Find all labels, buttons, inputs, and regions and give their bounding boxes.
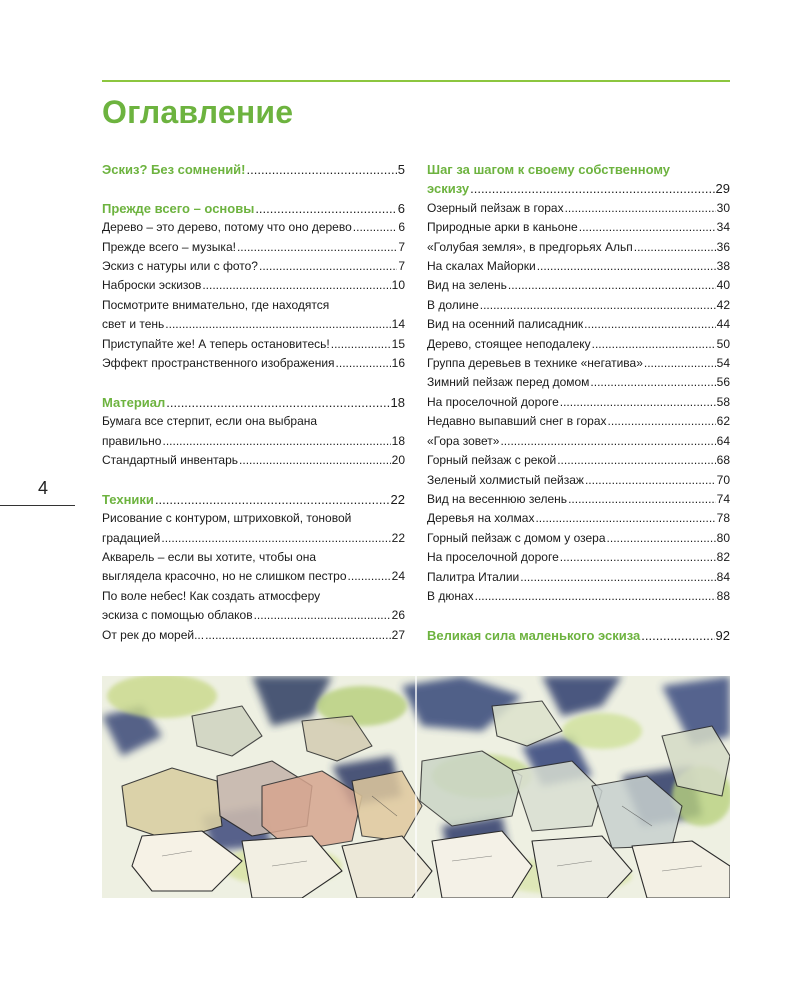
toc-entry[interactable] bbox=[427, 257, 730, 276]
toc-right-column bbox=[427, 160, 730, 645]
page-title: Оглавление bbox=[102, 94, 294, 130]
toc-spacer bbox=[102, 470, 405, 489]
toc-entry-title-line1: Посмотрите внимательно, где находятся bbox=[102, 297, 330, 312]
toc-entry[interactable] bbox=[427, 529, 730, 548]
toc-page-number: 84 bbox=[716, 569, 730, 584]
toc-entry-title: эскиза с помощью облаков bbox=[102, 608, 253, 623]
toc-leader-dots bbox=[470, 179, 714, 198]
toc-entry-title: Деревья на холмах bbox=[427, 511, 535, 526]
toc-leader-dots bbox=[259, 257, 397, 276]
toc-leader-dots bbox=[579, 218, 716, 237]
toc-entry-title: Палитра Италии bbox=[427, 569, 520, 584]
toc-leader-dots bbox=[568, 490, 716, 509]
toc-page-number: 54 bbox=[716, 356, 730, 371]
toc-entry[interactable] bbox=[102, 509, 405, 548]
toc-page-number: 7 bbox=[398, 239, 405, 254]
toc-entry[interactable] bbox=[427, 373, 730, 392]
toc-entry-title: Вид на зелень bbox=[427, 278, 507, 293]
toc-leader-dots bbox=[634, 238, 716, 257]
toc-page-number: 56 bbox=[716, 375, 730, 390]
toc-entry-title: «Гора зовет» bbox=[427, 433, 500, 448]
toc-page-number: 26 bbox=[391, 608, 405, 623]
toc-page-number: 44 bbox=[716, 317, 730, 332]
toc-leader-dots bbox=[500, 432, 715, 451]
toc-entry-title: Эскиз с натуры или с фото? bbox=[102, 259, 258, 274]
toc-leader-dots bbox=[641, 626, 714, 645]
toc-entry-title: Вид на осенний палисадник bbox=[427, 317, 584, 332]
toc-page-number: 7 bbox=[398, 259, 405, 274]
toc-entry[interactable] bbox=[102, 451, 405, 470]
toc-entry-title: Стандартный инвентарь bbox=[102, 453, 239, 468]
toc-entry-title: Наброски эскизов bbox=[102, 278, 202, 293]
toc-entry[interactable] bbox=[427, 354, 730, 373]
toc-entry-title: Озерный пейзаж в горах bbox=[427, 200, 564, 215]
toc-page-number: 5 bbox=[397, 162, 405, 177]
toc-page-number: 24 bbox=[391, 569, 405, 584]
toc-entry-title: Прежде всего – музыка! bbox=[102, 239, 236, 254]
toc-leader-dots bbox=[535, 509, 715, 528]
toc-page-number: 18 bbox=[390, 394, 405, 410]
toc-entry-title: Приступайте же! А теперь остановитесь! bbox=[102, 336, 330, 351]
toc-leader-dots bbox=[161, 529, 390, 548]
toc-entry-title: В долине bbox=[427, 297, 479, 312]
toc-entry-title: Вид на весеннюю зелень bbox=[427, 491, 568, 506]
toc-page-number: 58 bbox=[716, 394, 730, 409]
toc-leader-dots bbox=[585, 471, 716, 490]
toc-leader-dots bbox=[239, 451, 391, 470]
toc-entry[interactable] bbox=[427, 451, 730, 470]
toc-leader-dots bbox=[336, 354, 391, 373]
toc-entry-title: В дюнах bbox=[427, 588, 474, 603]
toc-entry-title: «Голубая земля», в предгорьях Альп bbox=[427, 239, 633, 254]
toc-page-number: 16 bbox=[391, 356, 405, 371]
toc-page-number: 30 bbox=[716, 200, 730, 215]
toc-entry[interactable] bbox=[427, 432, 730, 451]
toc-entry[interactable] bbox=[427, 568, 730, 587]
toc-entry[interactable] bbox=[427, 509, 730, 528]
toc-entry-title: От рек до морей... bbox=[102, 627, 205, 642]
toc-entry[interactable] bbox=[102, 587, 405, 626]
toc-entry[interactable] bbox=[427, 393, 730, 412]
toc-entry[interactable] bbox=[427, 296, 730, 315]
toc-leader-dots bbox=[247, 160, 397, 179]
toc-leader-dots bbox=[155, 490, 390, 509]
toc-page-number: 18 bbox=[391, 433, 405, 448]
toc-entry[interactable] bbox=[427, 276, 730, 295]
toc-entry-title: Зеленый холмистый пейзаж bbox=[427, 472, 584, 487]
toc-spacer bbox=[427, 606, 730, 625]
toc-section-heading[interactable] bbox=[102, 160, 405, 179]
rocks-watercolor-svg bbox=[102, 676, 730, 898]
toc-entry[interactable] bbox=[427, 412, 730, 431]
toc-entry-title: На скалах Майорки bbox=[427, 259, 536, 274]
toc-section-heading[interactable] bbox=[102, 490, 405, 509]
toc-entry-title: На проселочной дороге bbox=[427, 550, 559, 565]
toc-leader-dots bbox=[331, 335, 391, 354]
toc-page-number: 14 bbox=[391, 317, 405, 332]
toc-section-heading[interactable] bbox=[102, 393, 405, 412]
toc-page-number: 38 bbox=[716, 259, 730, 274]
toc-entry-title: свет и тень bbox=[102, 317, 165, 332]
toc-leader-dots bbox=[584, 315, 715, 334]
toc-leader-dots bbox=[166, 393, 389, 412]
toc-entry-title: Эскиз? Без сомнений! bbox=[102, 162, 246, 177]
page-number-rule bbox=[0, 505, 75, 506]
toc-page-number: 64 bbox=[716, 433, 730, 448]
toc-entry[interactable] bbox=[427, 587, 730, 606]
toc-entry[interactable] bbox=[102, 412, 405, 451]
toc-entry[interactable] bbox=[427, 335, 730, 354]
toc-page-number: 22 bbox=[390, 491, 405, 507]
toc-leader-dots bbox=[592, 335, 716, 354]
toc-leader-dots bbox=[254, 606, 391, 625]
toc-leader-dots bbox=[508, 276, 716, 295]
toc-page-number: 36 bbox=[716, 239, 730, 254]
toc-leader-dots bbox=[644, 354, 716, 373]
toc-entry-title-line1: Шаг за шагом к своему собственному bbox=[427, 162, 671, 177]
toc-section-heading[interactable] bbox=[102, 199, 405, 218]
toc-entry-title-line1: Рисование с контуром, штриховкой, тоновой bbox=[102, 511, 352, 526]
toc-entry[interactable] bbox=[102, 296, 405, 335]
toc-entry-title: выглядела красочно, но не слишком пестро bbox=[102, 569, 347, 584]
toc-entry[interactable] bbox=[102, 354, 405, 373]
toc-page-number: 6 bbox=[398, 220, 405, 235]
toc-page-number: 34 bbox=[716, 220, 730, 235]
toc-page-number: 78 bbox=[716, 511, 730, 526]
toc-page-number: 20 bbox=[391, 453, 405, 468]
toc-entry-title: Горный пейзаж с рекой bbox=[427, 453, 557, 468]
toc-entry[interactable] bbox=[102, 626, 405, 645]
toc-entry[interactable] bbox=[102, 548, 405, 587]
toc-page-number: 10 bbox=[391, 278, 405, 293]
toc-leader-dots bbox=[560, 548, 716, 567]
toc-leader-dots bbox=[480, 296, 716, 315]
toc-leader-dots bbox=[520, 568, 715, 587]
toc-page-number: 68 bbox=[716, 453, 730, 468]
toc-entry-title: Группа деревьев в технике «негатива» bbox=[427, 356, 643, 371]
toc-spacer bbox=[102, 179, 405, 198]
toc-page-number: 82 bbox=[716, 550, 730, 565]
toc-page-number: 74 bbox=[716, 491, 730, 506]
toc-entry-title: Материал bbox=[102, 394, 166, 410]
toc-entry-title: Великая сила маленького эскиза bbox=[427, 627, 641, 643]
toc-page-number: 50 bbox=[716, 336, 730, 351]
toc-entry-title: Техники bbox=[102, 491, 154, 507]
toc-entry-title: Прежде всего – основы bbox=[102, 200, 255, 216]
top-rule bbox=[102, 80, 730, 82]
toc-leader-dots bbox=[560, 393, 716, 412]
toc-entry[interactable] bbox=[102, 238, 405, 257]
toc-page-number: 6 bbox=[397, 200, 405, 216]
toc-page-number: 15 bbox=[391, 336, 405, 351]
toc-leader-dots bbox=[590, 373, 715, 392]
toc-leader-dots bbox=[162, 432, 390, 451]
toc-page-number: 62 bbox=[716, 414, 730, 429]
toc-entry-title: Дерево, стоящее неподалеку bbox=[427, 336, 591, 351]
toc-entry[interactable] bbox=[102, 276, 405, 295]
toc-entry-title: правильно bbox=[102, 433, 162, 448]
toc-entry[interactable] bbox=[102, 218, 405, 237]
toc-entry[interactable] bbox=[427, 199, 730, 218]
toc-entry-title: Эффект пространственного изображения bbox=[102, 356, 335, 371]
toc-entry-title: Природные арки в каньоне bbox=[427, 220, 578, 235]
toc-entry[interactable] bbox=[427, 315, 730, 334]
toc-leader-dots bbox=[557, 451, 715, 470]
toc-spacer bbox=[102, 373, 405, 392]
toc-page-number: 29 bbox=[715, 181, 730, 197]
toc-leader-dots bbox=[237, 238, 397, 257]
toc-leader-dots bbox=[608, 412, 716, 431]
toc-leader-dots bbox=[202, 276, 390, 295]
toc-section-heading[interactable] bbox=[427, 626, 730, 645]
toc-leader-dots bbox=[537, 257, 716, 276]
toc-page-number: 40 bbox=[716, 278, 730, 293]
toc-page-number: 80 bbox=[716, 530, 730, 545]
toc-page-number: 92 bbox=[715, 627, 730, 643]
toc-entry[interactable] bbox=[427, 471, 730, 490]
toc-leader-dots bbox=[205, 626, 391, 645]
toc-entry-title: Дерево – это дерево, потому что оно дерево bbox=[102, 220, 352, 235]
toc-leader-dots bbox=[475, 587, 716, 606]
toc-leader-dots bbox=[348, 567, 391, 586]
toc-entry-title: Горный пейзаж с домом у озера bbox=[427, 530, 606, 545]
toc-entry[interactable] bbox=[427, 490, 730, 509]
toc-page-number: 88 bbox=[716, 588, 730, 603]
toc-entry-title: Недавно выпавший снег в горах bbox=[427, 414, 607, 429]
toc-leader-dots bbox=[353, 218, 398, 237]
page-number: 4 bbox=[38, 478, 49, 498]
toc-entry[interactable] bbox=[102, 257, 405, 276]
toc-entry[interactable] bbox=[427, 548, 730, 567]
watercolor-rocks-illustration bbox=[102, 676, 730, 898]
toc-page-number: 22 bbox=[391, 530, 405, 545]
toc-page-number: 42 bbox=[716, 297, 730, 312]
toc-page-number: 27 bbox=[391, 627, 405, 642]
toc-entry-title: На проселочной дороге bbox=[427, 394, 559, 409]
toc-entry-title: эскизу bbox=[427, 181, 470, 197]
toc-left-column bbox=[102, 160, 405, 645]
toc-entry[interactable] bbox=[427, 238, 730, 257]
toc-entry[interactable] bbox=[427, 218, 730, 237]
toc-entry-title: Зимний пейзаж перед домом bbox=[427, 375, 590, 390]
toc-entry-title-line1: Бумага все стерпит, если она выбрана bbox=[102, 414, 318, 429]
toc-leader-dots bbox=[607, 529, 716, 548]
toc-page-number: 70 bbox=[716, 472, 730, 487]
toc-section-heading[interactable] bbox=[427, 160, 730, 199]
toc-leader-dots bbox=[165, 315, 390, 334]
toc-entry-title-line1: Акварель – если вы хотите, чтобы она bbox=[102, 550, 317, 565]
toc-entry-title-line1: По воле небес! Как создать атмосферу bbox=[102, 588, 321, 603]
toc-leader-dots bbox=[255, 199, 396, 218]
toc-entry[interactable] bbox=[102, 335, 405, 354]
toc-leader-dots bbox=[565, 199, 716, 218]
toc-entry-title: градацией bbox=[102, 530, 161, 545]
